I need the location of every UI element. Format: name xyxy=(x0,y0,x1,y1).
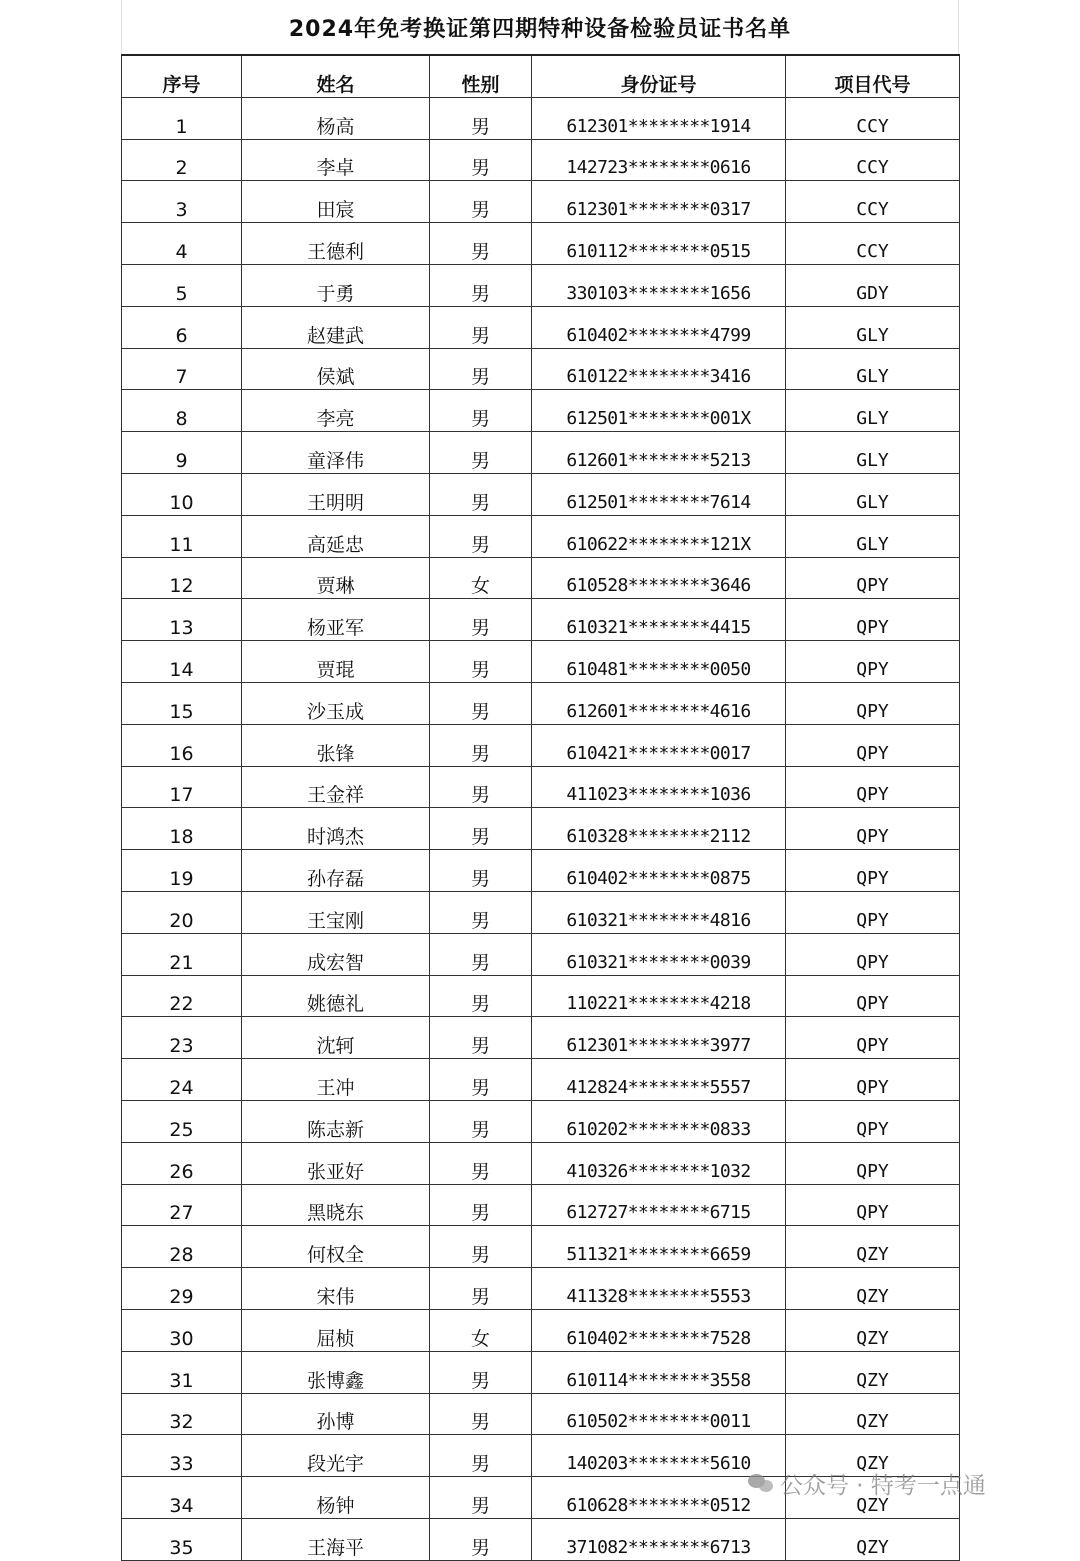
serial-number-cell: 14 xyxy=(122,641,242,683)
header-id-number: 身份证号 xyxy=(532,55,786,97)
gender-cell: 男 xyxy=(430,1393,532,1435)
project-code-cell: QPY xyxy=(786,724,960,766)
project-code-cell: GLY xyxy=(786,348,960,390)
gender-cell: 女 xyxy=(430,1309,532,1351)
project-code-cell: QPY xyxy=(786,557,960,599)
id-number-cell: 610321********0039 xyxy=(532,933,786,975)
name-cell: 宋伟 xyxy=(242,1268,430,1310)
table-row xyxy=(122,1226,960,1268)
id-number-cell: 410326********1032 xyxy=(532,1142,786,1184)
project-code-cell: QPY xyxy=(786,808,960,850)
serial-number-cell: 22 xyxy=(122,975,242,1017)
name-cell: 李亮 xyxy=(242,390,430,432)
name-cell: 屈桢 xyxy=(242,1309,430,1351)
project-code-cell: GDY xyxy=(786,264,960,306)
serial-number-cell: 34 xyxy=(122,1477,242,1519)
project-code-cell: CCY xyxy=(786,223,960,265)
table-row xyxy=(122,891,960,933)
table-row xyxy=(122,1435,960,1477)
project-code-cell: QPY xyxy=(786,682,960,724)
document-title: 2024年免考换证第四期特种设备检验员证书名单 xyxy=(121,0,959,54)
id-number-cell: 610502********0011 xyxy=(532,1393,786,1435)
table-row xyxy=(122,390,960,432)
gender-cell: 男 xyxy=(430,1518,532,1560)
id-number-cell: 610321********4415 xyxy=(532,599,786,641)
gender-cell: 男 xyxy=(430,641,532,683)
table-row xyxy=(122,1100,960,1142)
serial-number-cell: 8 xyxy=(122,390,242,432)
id-number-cell: 610421********0017 xyxy=(532,724,786,766)
project-code-cell: QPY xyxy=(786,850,960,892)
id-number-cell: 610328********2112 xyxy=(532,808,786,850)
table-row xyxy=(122,1059,960,1101)
project-code-cell: QZY xyxy=(786,1477,960,1519)
id-number-cell: 612601********4616 xyxy=(532,682,786,724)
project-code-cell: CCY xyxy=(786,97,960,139)
serial-number-cell: 27 xyxy=(122,1184,242,1226)
serial-number-cell: 24 xyxy=(122,1059,242,1101)
serial-number-cell: 9 xyxy=(122,432,242,474)
gender-cell: 男 xyxy=(430,891,532,933)
name-cell: 田宸 xyxy=(242,181,430,223)
table-row xyxy=(122,599,960,641)
table-row xyxy=(122,808,960,850)
name-cell: 段光宇 xyxy=(242,1435,430,1477)
header-gender: 性别 xyxy=(430,55,532,97)
gender-cell: 男 xyxy=(430,975,532,1017)
table-row xyxy=(122,1184,960,1226)
id-number-cell: 612301********3977 xyxy=(532,1017,786,1059)
project-code-cell: GLY xyxy=(786,473,960,515)
name-cell: 孙博 xyxy=(242,1393,430,1435)
project-code-cell: QZY xyxy=(786,1351,960,1393)
table-row xyxy=(122,766,960,808)
gender-cell: 女 xyxy=(430,557,532,599)
table-row xyxy=(122,348,960,390)
watermark-text: 公众号 · 特考一点通 xyxy=(780,1472,986,1499)
name-cell: 童泽伟 xyxy=(242,432,430,474)
project-code-cell: GLY xyxy=(786,515,960,557)
name-cell: 沈轲 xyxy=(242,1017,430,1059)
serial-number-cell: 2 xyxy=(122,139,242,181)
table-row xyxy=(122,432,960,474)
header-project-code: 项目代号 xyxy=(786,55,960,97)
name-cell: 李卓 xyxy=(242,139,430,181)
serial-number-cell: 25 xyxy=(122,1100,242,1142)
serial-number-cell: 17 xyxy=(122,766,242,808)
gender-cell: 男 xyxy=(430,515,532,557)
name-cell: 陈志新 xyxy=(242,1100,430,1142)
certificate-list-table xyxy=(121,54,960,1561)
table-row xyxy=(122,473,960,515)
serial-number-cell: 21 xyxy=(122,933,242,975)
name-cell: 时鸿杰 xyxy=(242,808,430,850)
id-number-cell: 412824********5557 xyxy=(532,1059,786,1101)
project-code-cell: QZY xyxy=(786,1226,960,1268)
project-code-cell: QPY xyxy=(786,1059,960,1101)
id-number-cell: 511321********6659 xyxy=(532,1226,786,1268)
serial-number-cell: 13 xyxy=(122,599,242,641)
project-code-cell: QPY xyxy=(786,1142,960,1184)
serial-number-cell: 18 xyxy=(122,808,242,850)
id-number-cell: 110221********4218 xyxy=(532,975,786,1017)
id-number-cell: 610202********0833 xyxy=(532,1100,786,1142)
name-cell: 贾琨 xyxy=(242,641,430,683)
id-number-cell: 612601********5213 xyxy=(532,432,786,474)
gender-cell: 男 xyxy=(430,97,532,139)
header-serial-number: 序号 xyxy=(122,55,242,97)
project-code-cell: QPY xyxy=(786,1100,960,1142)
serial-number-cell: 33 xyxy=(122,1435,242,1477)
serial-number-cell: 15 xyxy=(122,682,242,724)
table-row xyxy=(122,1351,960,1393)
name-cell: 王冲 xyxy=(242,1059,430,1101)
serial-number-cell: 3 xyxy=(122,181,242,223)
id-number-cell: 411328********5553 xyxy=(532,1268,786,1310)
name-cell: 于勇 xyxy=(242,264,430,306)
gender-cell: 男 xyxy=(430,1435,532,1477)
table-row xyxy=(122,850,960,892)
serial-number-cell: 1 xyxy=(122,97,242,139)
name-cell: 孙存磊 xyxy=(242,850,430,892)
document-sheet xyxy=(121,0,959,1559)
serial-number-cell: 6 xyxy=(122,306,242,348)
table-row xyxy=(122,1017,960,1059)
name-cell: 王宝刚 xyxy=(242,891,430,933)
name-cell: 何权全 xyxy=(242,1226,430,1268)
id-number-cell: 612301********1914 xyxy=(532,97,786,139)
project-code-cell: QPY xyxy=(786,975,960,1017)
id-number-cell: 610481********0050 xyxy=(532,641,786,683)
serial-number-cell: 26 xyxy=(122,1142,242,1184)
table-row xyxy=(122,557,960,599)
table-row xyxy=(122,223,960,265)
serial-number-cell: 4 xyxy=(122,223,242,265)
gender-cell: 男 xyxy=(430,390,532,432)
id-number-cell: 140203********5610 xyxy=(532,1435,786,1477)
gender-cell: 男 xyxy=(430,766,532,808)
id-number-cell: 610122********3416 xyxy=(532,348,786,390)
id-number-cell: 610402********4799 xyxy=(532,306,786,348)
id-number-cell: 371082********6713 xyxy=(532,1518,786,1560)
name-cell: 侯斌 xyxy=(242,348,430,390)
table-row xyxy=(122,515,960,557)
project-code-cell: QPY xyxy=(786,641,960,683)
serial-number-cell: 11 xyxy=(122,515,242,557)
gender-cell: 男 xyxy=(430,1142,532,1184)
table-row xyxy=(122,724,960,766)
id-number-cell: 330103********1656 xyxy=(532,264,786,306)
project-code-cell: CCY xyxy=(786,139,960,181)
gender-cell: 男 xyxy=(430,1351,532,1393)
gender-cell: 男 xyxy=(430,348,532,390)
gender-cell: 男 xyxy=(430,599,532,641)
serial-number-cell: 30 xyxy=(122,1309,242,1351)
project-code-cell: QPY xyxy=(786,766,960,808)
gender-cell: 男 xyxy=(430,1184,532,1226)
gender-cell: 男 xyxy=(430,682,532,724)
table-row xyxy=(122,181,960,223)
gender-cell: 男 xyxy=(430,181,532,223)
serial-number-cell: 32 xyxy=(122,1393,242,1435)
header-name: 姓名 xyxy=(242,55,430,97)
name-cell: 高延忠 xyxy=(242,515,430,557)
table-row xyxy=(122,933,960,975)
serial-number-cell: 10 xyxy=(122,473,242,515)
table-row xyxy=(122,1268,960,1310)
id-number-cell: 610114********3558 xyxy=(532,1351,786,1393)
serial-number-cell: 31 xyxy=(122,1351,242,1393)
project-code-cell: QPY xyxy=(786,1017,960,1059)
id-number-cell: 411023********1036 xyxy=(532,766,786,808)
serial-number-cell: 5 xyxy=(122,264,242,306)
gender-cell: 男 xyxy=(430,1100,532,1142)
id-number-cell: 142723********0616 xyxy=(532,139,786,181)
serial-number-cell: 19 xyxy=(122,850,242,892)
name-cell: 杨亚军 xyxy=(242,599,430,641)
gender-cell: 男 xyxy=(430,1477,532,1519)
name-cell: 张亚好 xyxy=(242,1142,430,1184)
gender-cell: 男 xyxy=(430,1059,532,1101)
serial-number-cell: 29 xyxy=(122,1268,242,1310)
id-number-cell: 612301********0317 xyxy=(532,181,786,223)
name-cell: 王德利 xyxy=(242,223,430,265)
id-number-cell: 610112********0515 xyxy=(532,223,786,265)
gender-cell: 男 xyxy=(430,933,532,975)
name-cell: 姚德礼 xyxy=(242,975,430,1017)
serial-number-cell: 7 xyxy=(122,348,242,390)
serial-number-cell: 35 xyxy=(122,1518,242,1560)
table-row xyxy=(122,1393,960,1435)
project-code-cell: QZY xyxy=(786,1309,960,1351)
name-cell: 王海平 xyxy=(242,1518,430,1560)
id-number-cell: 612501********001X xyxy=(532,390,786,432)
project-code-cell: GLY xyxy=(786,390,960,432)
gender-cell: 男 xyxy=(430,1226,532,1268)
gender-cell: 男 xyxy=(430,473,532,515)
table-row xyxy=(122,97,960,139)
table-row xyxy=(122,1518,960,1560)
project-code-cell: GLY xyxy=(786,432,960,474)
name-cell: 王明明 xyxy=(242,473,430,515)
id-number-cell: 610622********121X xyxy=(532,515,786,557)
gender-cell: 男 xyxy=(430,1268,532,1310)
table-row xyxy=(122,975,960,1017)
gender-cell: 男 xyxy=(430,306,532,348)
table-row xyxy=(122,1142,960,1184)
gender-cell: 男 xyxy=(430,808,532,850)
table-row xyxy=(122,641,960,683)
table-row xyxy=(122,306,960,348)
name-cell: 贾琳 xyxy=(242,557,430,599)
project-code-cell: QPY xyxy=(786,599,960,641)
id-number-cell: 610402********7528 xyxy=(532,1309,786,1351)
table-row xyxy=(122,682,960,724)
table-body xyxy=(122,97,960,1560)
table-row xyxy=(122,1309,960,1351)
project-code-cell: QPY xyxy=(786,1184,960,1226)
gender-cell: 男 xyxy=(430,264,532,306)
gender-cell: 男 xyxy=(430,223,532,265)
name-cell: 杨钟 xyxy=(242,1477,430,1519)
gender-cell: 男 xyxy=(430,850,532,892)
name-cell: 赵建武 xyxy=(242,306,430,348)
project-code-cell: QZY xyxy=(786,1518,960,1560)
table-row xyxy=(122,139,960,181)
id-number-cell: 610402********0875 xyxy=(532,850,786,892)
id-number-cell: 612501********7614 xyxy=(532,473,786,515)
gender-cell: 男 xyxy=(430,432,532,474)
name-cell: 张锋 xyxy=(242,724,430,766)
serial-number-cell: 12 xyxy=(122,557,242,599)
serial-number-cell: 16 xyxy=(122,724,242,766)
serial-number-cell: 28 xyxy=(122,1226,242,1268)
id-number-cell: 610628********0512 xyxy=(532,1477,786,1519)
project-code-cell: QPY xyxy=(786,933,960,975)
gender-cell: 男 xyxy=(430,724,532,766)
table-row xyxy=(122,264,960,306)
project-code-cell: QZY xyxy=(786,1393,960,1435)
project-code-cell: QPY xyxy=(786,891,960,933)
id-number-cell: 610321********4816 xyxy=(532,891,786,933)
name-cell: 成宏智 xyxy=(242,933,430,975)
project-code-cell: QZY xyxy=(786,1268,960,1310)
name-cell: 王金祥 xyxy=(242,766,430,808)
id-number-cell: 610528********3646 xyxy=(532,557,786,599)
name-cell: 张博鑫 xyxy=(242,1351,430,1393)
gender-cell: 男 xyxy=(430,139,532,181)
project-code-cell: CCY xyxy=(786,181,960,223)
gender-cell: 男 xyxy=(430,1017,532,1059)
project-code-cell: GLY xyxy=(786,306,960,348)
id-number-cell: 612727********6715 xyxy=(532,1184,786,1226)
project-code-cell: QZY xyxy=(786,1435,960,1477)
name-cell: 沙玉成 xyxy=(242,682,430,724)
table-row xyxy=(122,1477,960,1519)
serial-number-cell: 23 xyxy=(122,1017,242,1059)
name-cell: 黑晓东 xyxy=(242,1184,430,1226)
serial-number-cell: 20 xyxy=(122,891,242,933)
name-cell: 杨高 xyxy=(242,97,430,139)
table-header-row xyxy=(122,55,960,97)
